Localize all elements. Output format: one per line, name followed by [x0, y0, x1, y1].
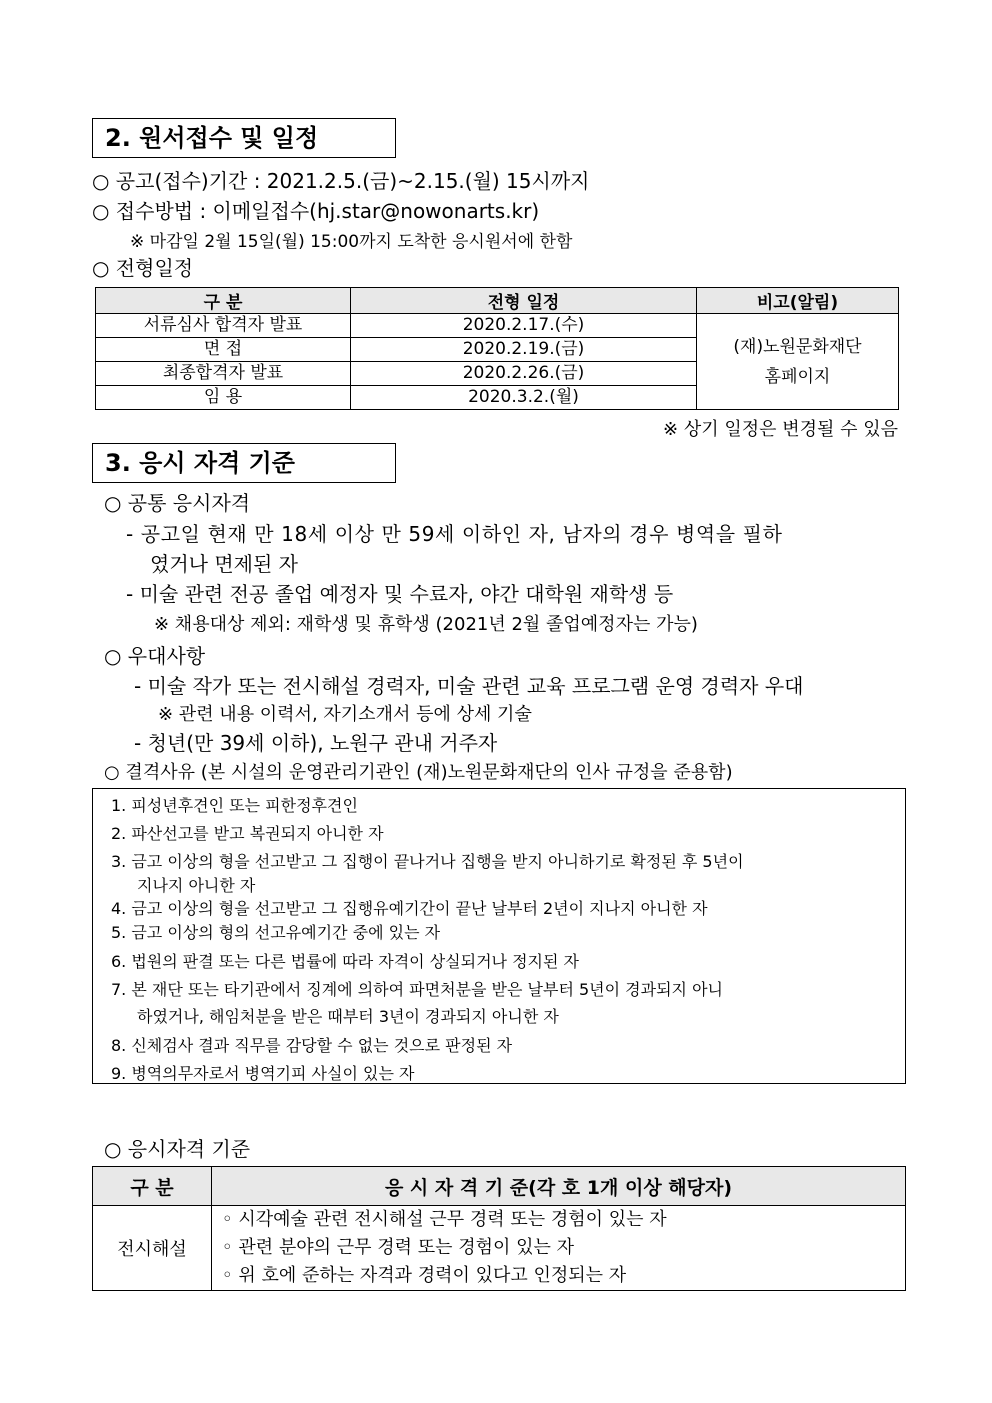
list-item: 2. 파산선고를 받고 복권되지 아니한 자: [111, 824, 384, 843]
section3-title: 3. 응시 자격 기준: [92, 443, 396, 483]
pref-heading: ○ 우대사항: [104, 644, 206, 668]
common-heading: ○ 공통 응시자격: [104, 491, 251, 515]
application-method: ○ 접수방법 : 이메일접수(hj.star@nowonarts.kr): [92, 199, 540, 223]
list-item: 4. 금고 이상의 형을 선고받고 그 집행유예기간이 끝난 날부터 2년이 지나지 아니한 자: [111, 899, 708, 918]
schedule-item: 임 용: [96, 386, 351, 410]
remark-line1: (재)노원문화재단: [733, 336, 862, 357]
list-item-cont: 하였거나, 해임처분을 받은 때부터 3년이 경과되지 아니한 자: [137, 1007, 559, 1026]
schedule-date: 2020.2.19.(금): [351, 338, 697, 362]
table-row: [96, 314, 899, 338]
qualification-table: [92, 1166, 906, 1291]
schedule-table: [95, 287, 899, 410]
schedule-header-date: 전형 일정: [351, 288, 697, 314]
list-item: ◦ 위 호에 준하는 자격과 경력이 있다고 인정되는 자: [222, 1265, 627, 1286]
qual-category: 전시해설: [93, 1206, 212, 1291]
list-item: 1. 피성년후견인 또는 피한정후견인: [111, 796, 358, 815]
schedule-remark: [697, 314, 899, 410]
qual-header-criteria: 응 시 자 격 기 준(각 호 1개 이상 해당자): [212, 1167, 906, 1206]
list-item: ◦ 관련 분야의 근무 경력 또는 경험이 있는 자: [222, 1237, 574, 1258]
common-item-1: - 공고일 현재 만 18세 이상 만 59세 이하인 자, 남자의 경우 병역을 필하: [126, 522, 783, 546]
method-note: ※ 마감일 2월 15일(월) 15:00까지 도착한 응시원서에 한함: [130, 232, 573, 252]
schedule-item: 면 접: [96, 338, 351, 362]
disqualification-box: [92, 788, 906, 1084]
qual-header-row: [93, 1167, 906, 1206]
list-item-cont: 지나지 아니한 자: [137, 876, 256, 895]
section2-title: 2. 원서접수 및 일정: [92, 118, 396, 158]
list-item: ◦ 시각예술 관련 전시해설 근무 경력 또는 경험이 있는 자: [222, 1209, 667, 1230]
common-item-2: - 미술 관련 전공 졸업 예정자 및 수료자, 야간 대학원 재학생 등: [126, 582, 674, 606]
remark-line2: 홈페이지: [764, 366, 831, 387]
disq-heading: ○ 결격사유 (본 시설의 운영관리기관인 (재)노원문화재단의 인사 규정을 준용함): [104, 762, 733, 783]
pref-item-1: - 미술 작가 또는 전시해설 경력자, 미술 관련 교육 프로그램 운영 경력자 우대: [134, 674, 804, 698]
common-note: ※ 채용대상 제외: 재학생 및 휴학생 (2021년 2월 졸업예정자는 가능): [154, 614, 698, 635]
qual-header-category: 구 분: [93, 1167, 212, 1206]
common-item-1-cont: 였거나 면제된 자: [150, 552, 298, 576]
table-row: [93, 1206, 906, 1291]
pref-note: ※ 관련 내용 이력서, 자기소개서 등에 상세 기술: [158, 704, 532, 725]
schedule-item: 서류심사 합격자 발표: [96, 314, 351, 338]
list-item: 9. 병역의무자로서 병역기피 사실이 있는 자: [111, 1064, 415, 1083]
application-period: ○ 공고(접수)기간 : 2021.2.5.(금)~2.15.(월) 15시까지: [92, 169, 590, 193]
schedule-date: 2020.2.17.(수): [351, 314, 697, 338]
schedule-item: 최종합격자 발표: [96, 362, 351, 386]
schedule-header-row: [96, 288, 899, 314]
list-item: 7. 본 재단 또는 타기관에서 징계에 의하여 파면처분을 받은 날부터 5년이 경과되지 아니: [111, 980, 723, 999]
list-item: 5. 금고 이상의 형의 선고유예기간 중에 있는 자: [111, 923, 441, 942]
list-item: 6. 법원의 판결 또는 다른 법률에 따라 자격이 상실되거나 정지된 자: [111, 952, 579, 971]
list-item: 3. 금고 이상의 형을 선고받고 그 집행이 끝나거나 집행을 받지 아니하기로 확정된 후 5년이: [111, 852, 744, 871]
qual-items: [212, 1206, 906, 1291]
pref-item-2: - 청년(만 39세 이하), 노원구 관내 거주자: [134, 731, 498, 755]
schedule-date: 2020.3.2.(월): [351, 386, 697, 410]
schedule-header-category: 구 분: [96, 288, 351, 314]
schedule-header-remark: 비고(알림): [697, 288, 899, 314]
list-item: 8. 신체검사 결과 직무를 감당할 수 없는 것으로 판정된 자: [111, 1036, 513, 1055]
schedule-note: ※ 상기 일정은 변경될 수 있음: [663, 419, 898, 440]
schedule-date: 2020.2.26.(금): [351, 362, 697, 386]
schedule-heading: ○ 전형일정: [92, 256, 194, 280]
qual-heading: ○ 응시자격 기준: [104, 1137, 251, 1161]
